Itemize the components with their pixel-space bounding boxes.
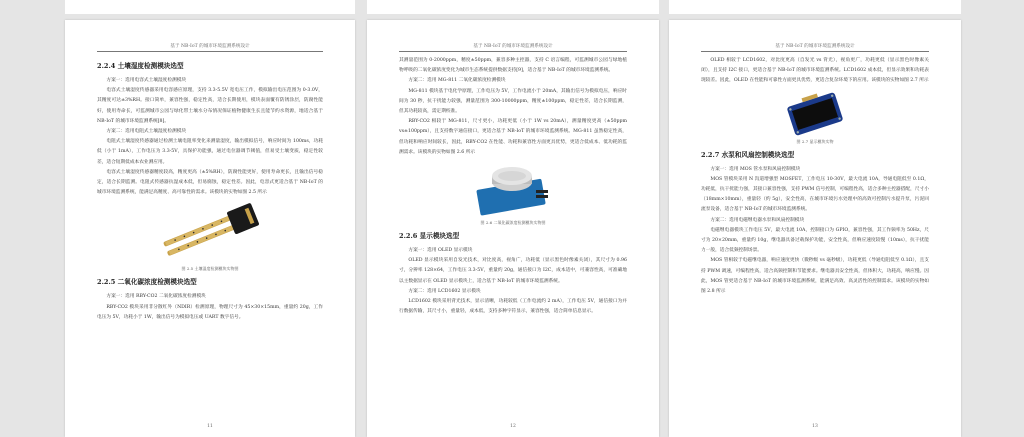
prev-page-strip-2 (367, 0, 659, 14)
figure-caption: 图 2.7 显示模块实物 (796, 138, 834, 144)
paragraph: MOS 管相较于电磁继电器，响应速度更快（微秒级 vs 毫秒级），功耗更低（导通电阻低至 0.1Ω），且支持 PWM 调速，可编程性高，适合高频控制和节能要求。继电器具安全性高，但体积大，功耗高，响应慢。因此，MOS 管更适合基于 NB-IoT 的城市环境监测系统，能满足高效、高灵活性的控制需求。该模块的实物如图 2.8 所示 (701, 258, 929, 295)
document-page-11 (65, 20, 355, 437)
page-header: 基于 NB-IoT 的城市环境监测系统设计 (473, 44, 553, 49)
paragraph: 方案二：选用 MG-811 二氧化碳浓度检测模块 (408, 78, 506, 84)
paragraph: 方案一：选用 MOS 管水泵和风扇控制模块 (710, 166, 801, 172)
oled-display-image (780, 91, 850, 137)
paragraph: MG-811 模块基于电化学原理，工作电压为 5V，工作电流小于 20mA，其输出信号为模拟电压，响应时间为 30 秒，抗干扰能力较强，测量范围为 300-10000ppm，精度±100ppm，稳定性差，适合长期监测，但其功耗较高，需定期校准。 (399, 88, 627, 115)
paragraph: 其测量范围为 0-2000ppm，精度±50ppm，兼容多种主控器，支持 C 语言编程，可监测城市公园与绿地植物呼吸的二氧化碳浓度变化为城市生态系统提供数据支持[9]，适合基于 NB-IoT 的城市环境监测系统。 (399, 58, 627, 74)
header-rule (701, 51, 929, 52)
figure-caption: 图 2.6 二氧化碳浓度检测模块实物图 (480, 220, 546, 226)
prev-page-strip-3 (669, 0, 961, 14)
paragraph: 方案二：选用电磁继电器水泵和风扇控制模块 (710, 217, 805, 223)
co2-sensor-image (472, 162, 554, 218)
section-heading: 2.2.4 土壤湿度检测模块选型 (97, 62, 184, 70)
figure-caption: 图 2.5 土壤湿度检测模块实物图 (181, 266, 239, 272)
page-number: 12 (510, 424, 516, 429)
header-rule (399, 51, 627, 52)
document-page-12 (367, 20, 659, 437)
soil-moisture-sensor-image (155, 202, 265, 264)
section-heading: 2.2.6 显示模块选型 (399, 232, 460, 241)
paragraph: 方案二：选用电阻式土壤湿度检测模块 (106, 129, 187, 135)
paragraph: MOS 管模块采用 N 沟道增强型 MOSFET，工作电压 10-30V，最大电流 10A，导通电阻低至 0.1Ω，功耗低，抗干扰能力强，其接口兼容性强，支持 PWM 信号控制，可编程性高，适合多种主控器搭配，尺寸小（18mm×10mm），重量轻（约 5g），安全性高，在城市环境污水处理中的高效可控制污水提升泵，污泥回流泵设备，适合基于 NB-IoT 的城市环境监测系统。 (701, 176, 929, 213)
page-number: 11 (207, 424, 213, 429)
paragraph: RBY-CO2 相较于 MG-811，尺寸更小，功耗更低（小于 1W vs 20mA），测量精度更高（±50ppm vs±100ppm），且支持数字通信接口，更适合基于 NB-IoT 的城市环境监测系统。MG-811 虽然稳定性高，但功耗和响应时间较长，因此，RBY-CO2 在性能、功耗和兼容性方面更具优势，更适合低成本、低功耗的监测需求。该模块的实物如图 2.6 所示 (399, 119, 627, 155)
paragraph: OLED 显示模块采用自发光技术，对比度高，视角广，功耗低（显示黑色时像素关闭），其尺寸为 0.96 寸，分辨率 128×64，工作电压 3.3-5V，重量约 20g，通信接口为 I2C，成本适中，可兼容性高，可准确地以主数据显示在 OLED 显示模块上，适合基于 NB-IoT 的城市环境监测系统。 (399, 258, 627, 284)
paragraph: 方案一：选用 OLED 显示模块 (408, 248, 473, 254)
paragraph: 电容式土壤湿度传感器采用电容感应原理，支持 3.3-5.5V 宽电压工作，模拟输出电压范围为 0-3.0V，其精度可达±3%RH。接口简单，兼容性强，稳定性高，适合长期使用，模块表面覆有防锈涂层，防腐性能好，使用寿命长，可监测城市公园与绿化带土壤水分布情况保证植物健康生长且能节约水资源，地适合基于 NB-IoT 的城市环境监测系统[8]。 (97, 88, 323, 124)
page-header: 基于 NB-IoT 的城市环境监测系统设计 (775, 44, 855, 49)
section-heading: 2.2.5 二氧化碳浓度检测模块选型 (97, 278, 197, 287)
paragraph: 方案二：选用 LCD1602 显示模块 (408, 288, 481, 294)
prev-page-strip-1 (65, 0, 355, 14)
section-heading: 2.2.7 水泵和风扇控制模块选型 (701, 150, 795, 159)
header-rule (97, 51, 323, 52)
paragraph: OLED 相较于 LCD1602，对比度更高（自发光 vs 背光），视角更广，功耗更低（显示黑色时像素关闭），且支持 I2C 接口，更适合基于 NB-IoT 的城市环境监测系统。LCD1602 成本低，但显示效果和功耗表现较差。因此，OLED 在性能和可靠性方面更具优势，更适合复杂环境下的应用。该模块的实物如图 2.7 所示 (701, 58, 929, 84)
paragraph: 方案一：选用电容式土壤湿度检测模块 (106, 78, 187, 83)
paragraph: 电容式土壤湿度传感器精度较高，精度更高（±5%RH），防腐性能更好，使用寿命更长，且输出信号稳定，适合长期监测。电阻式传感器抗湿成本低，但易腐蚀，稳定性差。因此，电容式更适合基于 NB-IoT 的城市环境监测系统，能满足高精度、高可靠性的需求。该模块的实物如图 2.5 所示 (97, 169, 323, 196)
paragraph: 电阻式土壤湿度传感器通过检测土壤电阻率变化来测量湿度，输出模拟信号，响应时间为 100ms，功耗低（小于 1mA），工作电压为 3.3-5V，具保护功能强，通过电位器调节阈值，但易受土壤变质，稳定性较差，适合短期低成本农业测应用。 (97, 139, 323, 165)
document-page-13 (669, 20, 961, 437)
paragraph: LCD1602 模块采用背光技术，显示清晰，功耗较低（工作电流约 2 mA），工作电压 5V，通信接口为并行数据传输，其尺寸小，重量轻，成本低，支持多种字符显示，兼容性强，适合简单信息显示。 (399, 299, 627, 315)
paragraph: 电磁继电器模块工作电压 5V，最大电流 10A，控制接口为 GPIO，兼容性强，其工作频率为 50Hz，尺寸为 20×20mm，重量约 10g，继电器具备过载保护功能，安全性高，但响应速度较慢（10ms），抗干扰能力一般，适合低频控制场景。 (701, 227, 929, 254)
paragraph: RBY-CO2 模块采用非分散红外（NDIR）检测原理，物理尺寸为 45×30×15mm，重量约 20g，工作电压为 5V，功耗小于 1W，输出信号为模拟电压或 UART 数字信号。 (97, 304, 323, 320)
page-header: 基于 NB-IoT 的城市环境监测系统设计 (170, 44, 250, 49)
page-number: 13 (812, 424, 818, 429)
paragraph: 方案一：选用 RBY-CO2 二氧化碳浓度检测模块 (106, 294, 206, 300)
